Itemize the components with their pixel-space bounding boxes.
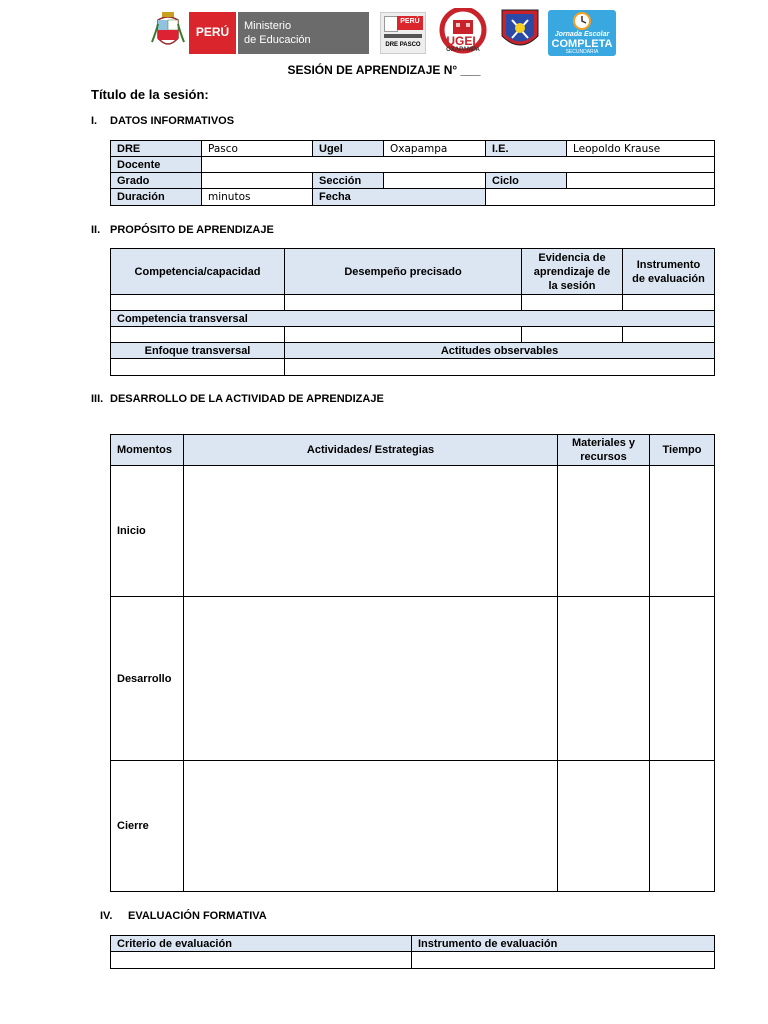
section-3-heading: DESARROLLO DE LA ACTIVIDAD DE APRENDIZAJE (110, 393, 384, 405)
inicio-actividades-cell[interactable] (184, 466, 558, 597)
cierre-actividades-cell[interactable] (184, 761, 558, 892)
col-materiales-header: Materiales y recursos (558, 435, 650, 466)
criterio-cell[interactable] (111, 952, 412, 969)
enfoque-transversal-label: Enfoque transversal (111, 343, 285, 359)
instrumento-evaluacion-cell[interactable] (412, 952, 715, 969)
seccion-label: Sección (313, 173, 384, 189)
fecha-label: Fecha (313, 189, 486, 206)
docente-field[interactable] (202, 157, 715, 173)
duracion-value[interactable]: minutos (202, 189, 313, 206)
desarrollo-actividades-cell[interactable] (184, 597, 558, 761)
competencia-cell[interactable] (111, 295, 285, 311)
ministerio-line2: de Educación (244, 34, 311, 46)
section-4-number: IV. (100, 910, 113, 922)
competencia-transversal-label: Competencia transversal (111, 311, 715, 327)
ciclo-field[interactable] (567, 173, 715, 189)
enfoque-cell[interactable] (111, 359, 285, 376)
dre-logo-peru-label: PERÚ (400, 18, 420, 25)
evidencia-transversal-cell[interactable] (522, 327, 623, 343)
peru-coat-of-arms-logo (150, 12, 186, 54)
cierre-tiempo-cell[interactable] (650, 761, 715, 892)
peru-label: PERÚ (195, 25, 230, 39)
school-shield-logo (500, 8, 540, 54)
dre-value[interactable]: Pasco (202, 141, 313, 157)
desarrollo-tiempo-cell[interactable] (650, 597, 715, 761)
col-momentos-header: Momentos (111, 435, 184, 466)
ciclo-label: Ciclo (486, 173, 567, 189)
grado-label: Grado (111, 173, 202, 189)
momento-cierre-label: Cierre (111, 761, 184, 892)
competencia-transversal-cell[interactable] (111, 327, 285, 343)
desarrollo-materiales-cell[interactable] (558, 597, 650, 761)
col-evidencia-header: Evidencia de aprendizaje de la sesión (522, 249, 623, 295)
section-4-heading: EVALUACIÓN FORMATIVA (128, 910, 267, 922)
ugel-logo-text: UGEL (446, 34, 480, 48)
desempeno-transversal-cell[interactable] (285, 327, 522, 343)
ministerio-line1: Ministerio (244, 20, 292, 32)
col-desempeno-header: Desempeño precisado (285, 249, 522, 295)
actitudes-cell[interactable] (285, 359, 715, 376)
jec-line3: SECUNDARIA (565, 49, 599, 55)
col-tiempo-header: Tiempo (650, 435, 715, 466)
section-3-number: III. (91, 393, 104, 405)
datos-informativos-table (110, 140, 715, 206)
minedu-logo (189, 12, 369, 54)
momento-inicio-label: Inicio (111, 466, 184, 597)
desempeno-cell[interactable] (285, 295, 522, 311)
col-criterio-header: Criterio de evaluación (111, 936, 412, 952)
momento-desarrollo-label: Desarrollo (111, 597, 184, 761)
dre-pasco-logo (380, 12, 426, 54)
ugel-oxapampa-logo (433, 8, 493, 56)
ugel-value[interactable]: Oxapampa (384, 141, 486, 157)
dre-logo-caption: DRE PASCO (385, 42, 421, 48)
jornada-escolar-completa-logo (548, 10, 616, 56)
section-1-heading: DATOS INFORMATIVOS (110, 115, 235, 127)
instrumento-transversal-cell[interactable] (623, 327, 715, 343)
ie-value[interactable]: Leopoldo Krause (567, 141, 715, 157)
jec-line2: COMPLETA (551, 38, 613, 50)
seccion-field[interactable] (384, 173, 486, 189)
inicio-materiales-cell[interactable] (558, 466, 650, 597)
jec-line1: Jornada Escolar (554, 31, 610, 38)
inicio-tiempo-cell[interactable] (650, 466, 715, 597)
dre-label: DRE (111, 141, 202, 157)
fecha-field[interactable] (486, 189, 715, 206)
proposito-table (110, 248, 715, 376)
grado-field[interactable] (202, 173, 313, 189)
ugel-label: Ugel (313, 141, 384, 157)
section-1-number: I. (91, 115, 98, 127)
document-title: SESIÓN DE APRENDIZAJE N° ___ (287, 63, 481, 77)
duracion-label: Duración (111, 189, 202, 206)
evidencia-cell[interactable] (522, 295, 623, 311)
session-title-label: Título de la sesión: (91, 87, 209, 102)
evaluacion-table (110, 935, 715, 969)
col-instrumento-header: Instrumento de evaluación (623, 249, 715, 295)
ugel-logo-caption: OXAPAMPA (446, 47, 480, 53)
desarrollo-table (110, 434, 715, 892)
instrumento-cell[interactable] (623, 295, 715, 311)
col-actividades-header: Actividades/ Estrategias (184, 435, 558, 466)
docente-label: Docente (111, 157, 202, 173)
col-instrumento-evaluacion-header: Instrumento de evaluación (412, 936, 715, 952)
col-competencia-header: Competencia/capacidad (111, 249, 285, 295)
section-2-number: II. (91, 224, 101, 236)
actitudes-observables-label: Actitudes observables (285, 343, 715, 359)
ie-label: I.E. (486, 141, 567, 157)
section-2-heading: PROPÓSITO DE APRENDIZAJE (110, 224, 274, 236)
cierre-materiales-cell[interactable] (558, 761, 650, 892)
